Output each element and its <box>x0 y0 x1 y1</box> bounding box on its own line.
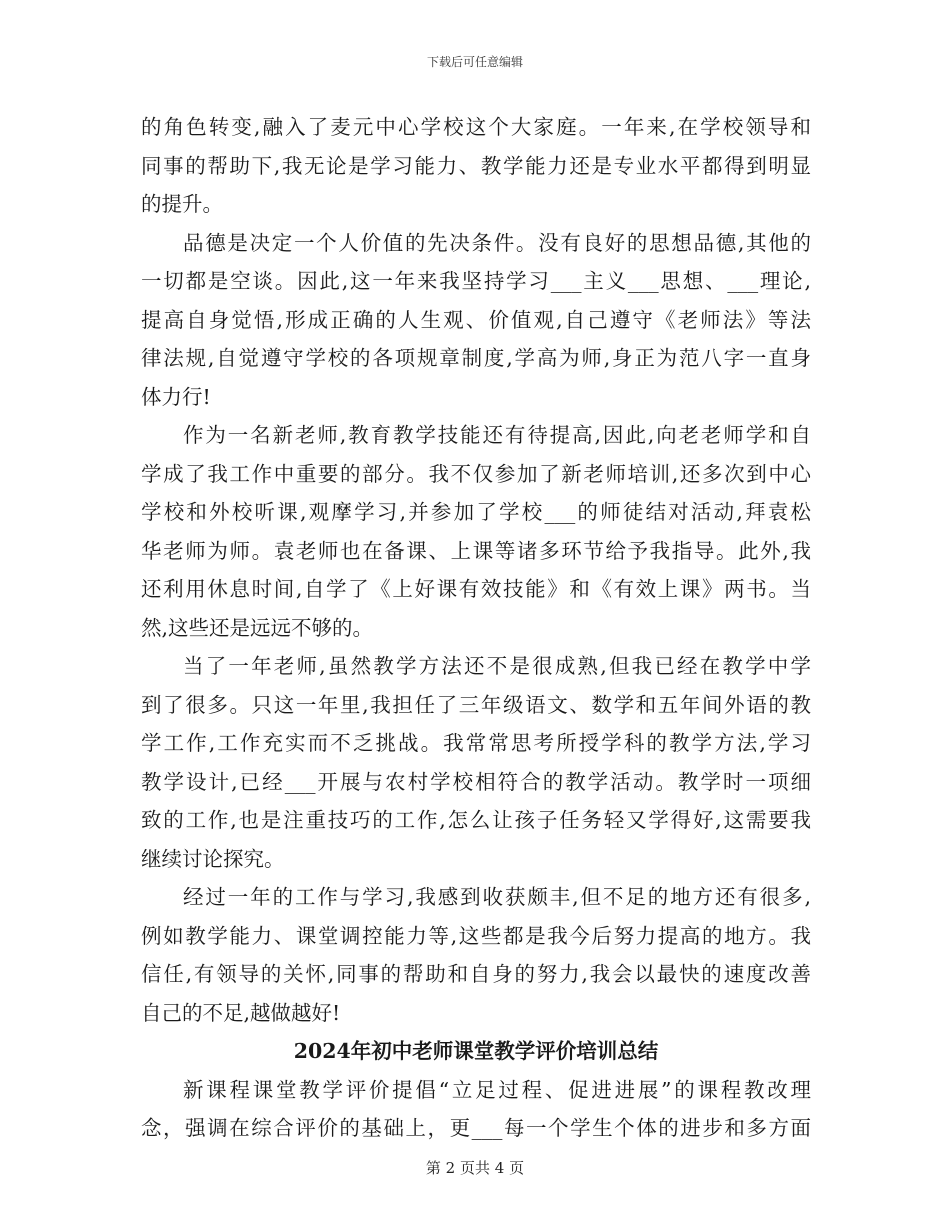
paragraph-1 <box>141 108 811 224</box>
text-line: 自己的不足,越做越好! <box>141 1000 341 1025</box>
text-line: 信任,有领导的关怀,同事的帮助和自身的努力,我会以最快的速度改善 <box>141 962 811 986</box>
page-footer: 第 2 页共 4 页 <box>425 1159 525 1177</box>
text-line: 教学设计,已经___开展与农村学校相符合的教学活动。教学时一项细 <box>141 769 811 794</box>
text-line: 新课程课堂教学评价提倡“立足过程、促进进展”的课程教改理 <box>183 1077 811 1102</box>
text-line: 的角色转变,融入了麦元中心学校这个大家庭。一年来,在学校领导和 <box>141 115 811 139</box>
document-body <box>141 108 811 1148</box>
text-line: 同事的帮助下,我无论是学习能力、教学能力还是专业水平都得到明显 <box>141 153 811 178</box>
paragraph-3 <box>141 416 811 647</box>
text-line: 学成了我工作中重要的部分。我不仅参加了新老师培训,还多次到中心 <box>141 461 811 486</box>
text-line: 律法规,自觉遵守学校的各项规章制度,学高为师,身正为范八字一直身 <box>141 346 811 370</box>
text-line: 还利用休息时间,自学了《上好课有效技能》和《有效上课》两书。当 <box>141 577 811 601</box>
text-line: 致的工作,也是注重技巧的工作,怎么让孩子任务轻又学得好,这需要我 <box>141 808 811 832</box>
page-header: 下载后可任意编辑 <box>426 55 523 69</box>
text-line: 华老师为师。袁老师也在备课、上课等诸多环节给予我指导。此外,我 <box>141 538 811 563</box>
paragraph-4 <box>141 647 811 878</box>
text-line: 品德是决定一个人价值的先决条件。没有良好的思想品德,其他的 <box>183 230 811 255</box>
text-line: 作为一名新老师,教育教学技能还有待提高,因此,向老老师学和自 <box>183 423 811 447</box>
section-title: 2024年初中老师课堂教学评价培训总结 <box>293 1039 659 1063</box>
text-line: 一切都是空谈。因此,这一年来我坚持学习___主义___思想、___理论, <box>141 269 811 293</box>
text-line: 提高自身觉悟,形成正确的人生观、价值观,自己遵守《老师法》等法 <box>141 307 811 332</box>
text-line: 体力行! <box>141 384 211 409</box>
section-paragraph <box>141 1071 811 1148</box>
text-line: 到了很多。只这一年里,我担任了三年级语文、数学和五年间外语的教 <box>141 692 811 717</box>
paragraph-2 <box>141 224 811 417</box>
text-line: 学工作,工作充实而不乏挑战。我常常思考所授学科的教学方法,学习 <box>141 731 811 755</box>
text-line: 的提升。 <box>141 192 223 216</box>
text-line: 学校和外校听课,观摩学习,并参加了学校___的师徒结对活动,拜袁松 <box>141 500 811 524</box>
text-line: 然,这些还是远远不够的。 <box>141 615 374 640</box>
text-line: 当了一年老师,虽然教学方法还不是很成熟,但我已经在教学中学 <box>183 654 811 678</box>
paragraph-5 <box>141 878 811 1032</box>
text-line: 经过一年的工作与学习,我感到收获颇丰,但不足的地方还有很多, <box>183 885 811 909</box>
text-line: 例如教学能力、课堂调控能力等,这些都是我今后努力提高的地方。我 <box>141 923 811 948</box>
text-line: 继续讨论探究。 <box>141 846 285 871</box>
text-line: 念，强调在综合评价的基础上，更___每一个学生个体的进步和多方面 <box>141 1116 811 1140</box>
